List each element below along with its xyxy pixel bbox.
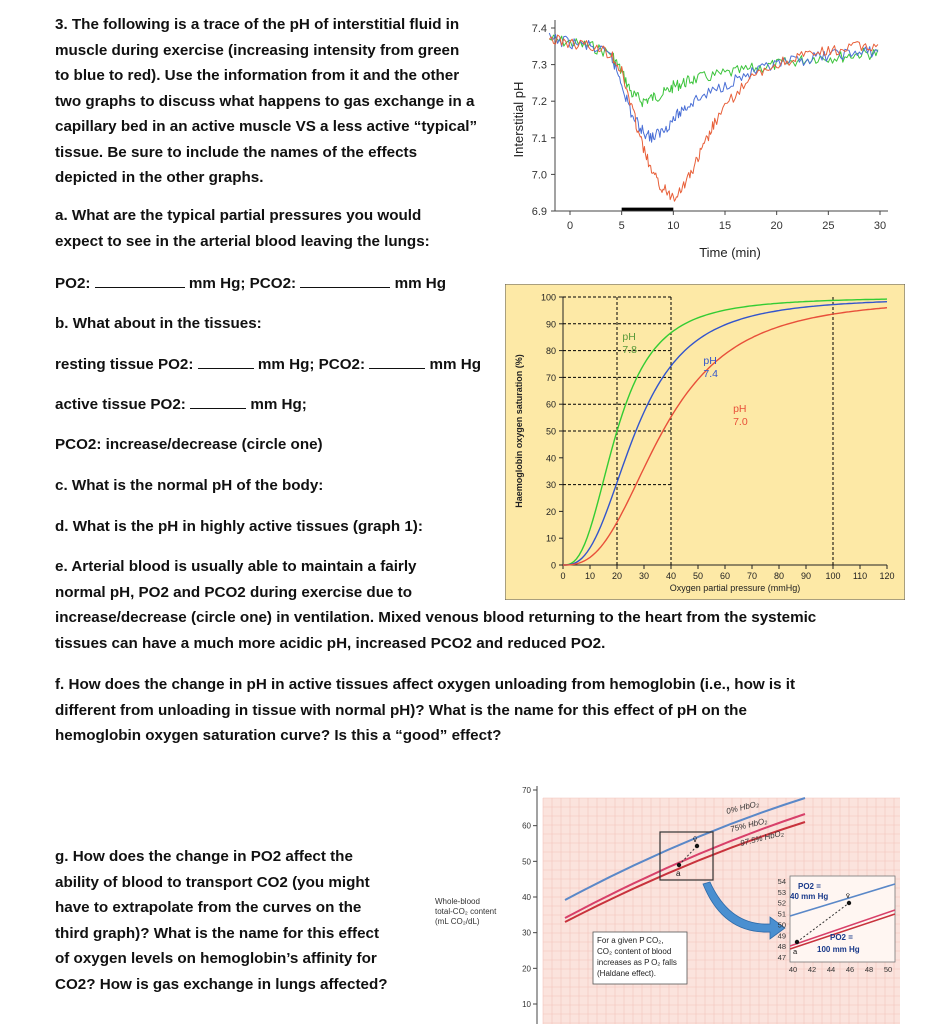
curve-label: 7.8 (622, 343, 638, 356)
inset-y-tick-label: 49 (777, 931, 786, 941)
arterial-point (677, 863, 681, 867)
inset-x-tick-label: 40 (788, 965, 798, 974)
y-axis-label: Interstitial pH (511, 81, 526, 158)
resting-pco2-blank[interactable] (369, 354, 425, 369)
inset-label: PO2 = (830, 933, 853, 942)
y-tick-label: 7.1 (531, 132, 547, 145)
y-tick-label: 0 (550, 560, 556, 571)
resting-po2-label: resting tissue PO2: (55, 356, 194, 373)
pco2-circle-choice: PCO2: increase/decrease (circle one) (55, 436, 323, 453)
x-tick-label: 30 (873, 220, 887, 232)
po2-label: PO2: (55, 275, 91, 292)
part-e-line: increase/decrease (circle one) in ventilation. Mixed venous blood returning to the heart from the systemic (55, 609, 817, 626)
q3-line: tissue. Be sure to include the names of the effects (55, 143, 418, 161)
y-tick-label: 20 (545, 506, 556, 517)
inset-x-tick-label: 50 (883, 965, 893, 974)
part-b-pco2 (55, 432, 323, 458)
y-tick-label: 40 (522, 893, 531, 902)
part-a-line: expect to see in the arterial blood leaving the lungs: (55, 232, 430, 250)
part-f-line: f. How does the change in pH in active tissues affect oxygen unloading from hemoglobin (i.e., how is it (55, 676, 796, 693)
ph-trace-chart (500, 0, 900, 270)
note-text: increases as P O₂ falls (597, 958, 677, 967)
part-b (55, 311, 262, 337)
part-f-line: different from unloading in tissue with normal pH)? What is the name for this effect of pH on the (55, 701, 747, 719)
inset-y-tick-label: 53 (777, 887, 786, 897)
unit-label: mm Hg (394, 275, 447, 292)
part-b-resting (55, 352, 481, 378)
unit-label: mm Hg; (250, 396, 307, 413)
x-tick-label: 60 (719, 571, 731, 581)
question-3 (55, 12, 495, 191)
q3-line: capillary bed in an active muscle VS a less active “typical” (55, 118, 478, 135)
x-tick-label: 100 (825, 571, 841, 581)
x-tick-label: 30 (638, 571, 650, 581)
x-tick-label: 10 (667, 220, 680, 232)
inset-arterial-point (795, 940, 799, 944)
y-tick-label: 7.4 (531, 23, 547, 35)
inset-y-tick-label: 50 (777, 920, 786, 930)
inset-y-tick-label: 48 (777, 942, 786, 952)
part-g-line: of oxygen levels on hemoglobin’s affinity for (55, 950, 377, 967)
y-tick-label: 10 (545, 533, 556, 544)
part-f (55, 672, 915, 749)
x-tick-label: 70 (746, 571, 758, 581)
y-tick-label: 60 (545, 399, 556, 410)
part-f-line: hemoglobin oxygen saturation curve? Is this a “good” effect? (55, 727, 502, 744)
y-tick-label: 7.2 (531, 96, 547, 109)
part-b-line: b. What about in the tissues: (55, 315, 262, 332)
x-tick-label: 10 (584, 571, 596, 581)
x-axis-label: Time (min) (699, 245, 761, 260)
x-tick-label: 20 (611, 571, 623, 581)
inset-venous-point (847, 901, 851, 905)
inset-y-tick-label: 54 (777, 877, 786, 886)
y-tick-label: 80 (545, 346, 556, 357)
unit-label: mm Hg (429, 356, 482, 373)
x-axis-label: Oxygen partial pressure (mmHg) (669, 583, 801, 593)
q3-line: to blue to red). Use the information from it and the other (55, 67, 460, 84)
inset-x-tick-label: 48 (864, 965, 874, 974)
y-tick-label: 40 (545, 453, 556, 464)
y-axis-label: total-CO₂ content (435, 907, 497, 916)
curve-label: pH (622, 330, 636, 343)
inset-point-label: a (793, 947, 798, 956)
x-tick-label: 15 (718, 220, 732, 232)
curve-label: 7.0 (733, 416, 748, 429)
y-tick-label: 7.0 (531, 169, 547, 182)
curve-label: pH (733, 403, 747, 416)
series-green-line (549, 35, 878, 107)
x-tick-label: 120 (879, 571, 895, 581)
y-tick-label: 50 (545, 426, 556, 437)
y-tick-label: 70 (545, 372, 556, 383)
note-text: CO₂ content of blood (597, 947, 672, 956)
x-tick-label: 25 (822, 220, 835, 232)
x-tick-label: 50 (692, 571, 704, 581)
unit-label: mm Hg; PCO2: (188, 275, 297, 292)
arterial-pco2-blank[interactable] (300, 273, 390, 288)
part-d (55, 514, 423, 540)
venous-point (695, 844, 699, 848)
active-po2-blank[interactable] (190, 394, 246, 409)
inset-x-tick-label: 42 (807, 965, 817, 974)
curve-label: 0% HbO₂ (725, 799, 760, 816)
x-tick-label: 40 (665, 571, 677, 581)
y-tick-label: 10 (522, 1000, 531, 1009)
point-label: a (676, 869, 681, 878)
inset-y-tick-label: 51 (777, 909, 786, 919)
x-tick-label: 20 (770, 220, 783, 232)
series-red-line (549, 35, 878, 201)
y-tick-label: 60 (522, 821, 531, 831)
y-axis-label: Haemoglobin oxygen saturation (%) (514, 354, 524, 508)
inset-point-label: v̄ (846, 891, 850, 900)
q3-line: muscle during exercise (increasing intensity from green (55, 41, 460, 59)
y-tick-label: 70 (522, 786, 531, 795)
x-tick-label: 5 (618, 220, 625, 232)
note-text: For a given P CO₂, (597, 936, 664, 945)
chart-background (505, 284, 905, 600)
q3-line: two graphs to discuss what happens to gas exchange in a (55, 92, 475, 110)
part-g-line: CO2? How is gas exchange in lungs affected? (55, 975, 388, 993)
part-a-answers (55, 271, 446, 297)
inset-y-tick-label: 47 (777, 953, 786, 962)
y-tick-label: 6.9 (531, 206, 547, 218)
curve-label: 7.4 (703, 368, 719, 380)
inset-label: 100 mm Hg (817, 945, 860, 954)
x-tick-label: 80 (773, 571, 785, 581)
x-tick-label: 90 (800, 571, 812, 581)
unit-label: mm Hg; PCO2: (257, 356, 366, 373)
y-axis-label: (mL CO₂/dL) (435, 917, 480, 926)
q3-line: depicted in the other graphs. (55, 169, 264, 186)
oxygen-dissociation-chart (505, 284, 905, 600)
inset-x-tick-label: 44 (826, 965, 836, 974)
curve-label: pH (703, 355, 717, 367)
resting-po2-blank[interactable] (198, 354, 254, 369)
part-e-line: tissues can have a much more acidic pH, increased PCO2 and reduced PO2. (55, 634, 606, 652)
part-g-line: g. How does the change in PO2 affect the (55, 848, 353, 865)
active-po2-label: active tissue PO2: (55, 396, 186, 413)
y-tick-label: 50 (522, 857, 531, 867)
part-g (55, 844, 475, 997)
part-c (55, 473, 323, 499)
part-g-line: have to extrapolate from the curves on the (55, 899, 362, 916)
inset-label: PO2 = (798, 882, 821, 891)
y-tick-label: 90 (545, 319, 556, 330)
x-tick-label: 0 (566, 220, 574, 232)
x-tick-label: 110 (852, 571, 868, 581)
inset-y-tick-label: 52 (777, 898, 786, 908)
y-tick-label: 30 (522, 928, 531, 938)
part-g-line: ability of blood to transport CO2 (you might (55, 873, 370, 891)
haldane-effect-chart (425, 776, 905, 1024)
inset-label: 40 mm Hg (790, 892, 829, 901)
part-b-active (55, 392, 307, 418)
y-tick-label: 7.3 (531, 59, 547, 72)
inset-x-tick-label: 46 (845, 965, 855, 974)
arterial-po2-blank[interactable] (95, 273, 185, 288)
part-c-line: c. What is the normal pH of the body: (55, 477, 324, 494)
part-e-line: e. Arterial blood is usually able to maintain a fairly (55, 558, 417, 575)
y-axis-label: Whole-blood (435, 897, 480, 906)
part-a-line: a. What are the typical partial pressures you would (55, 207, 422, 224)
part-a (55, 203, 495, 254)
curve-label: 97.5% HbO₂ (739, 828, 785, 848)
part-e-line: normal pH, PO2 and PCO2 during exercise due to (55, 583, 412, 601)
y-tick-label: 20 (522, 964, 531, 974)
y-tick-label: 30 (545, 480, 556, 491)
note-text: (Haldane effect). (597, 969, 656, 978)
y-tick-label: 100 (540, 292, 556, 303)
part-d-line: d. What is the pH in highly active tissues (graph 1): (55, 518, 423, 535)
curve-label: 75% HbO₂ (729, 816, 769, 834)
part-g-line: third graph)? What is the name for this effect (55, 924, 380, 942)
point-label: v̄ (693, 835, 697, 844)
q3-line: 3. The following is a trace of the pH of interstitial fluid in (55, 16, 460, 33)
x-tick-label: 0 (560, 571, 566, 581)
